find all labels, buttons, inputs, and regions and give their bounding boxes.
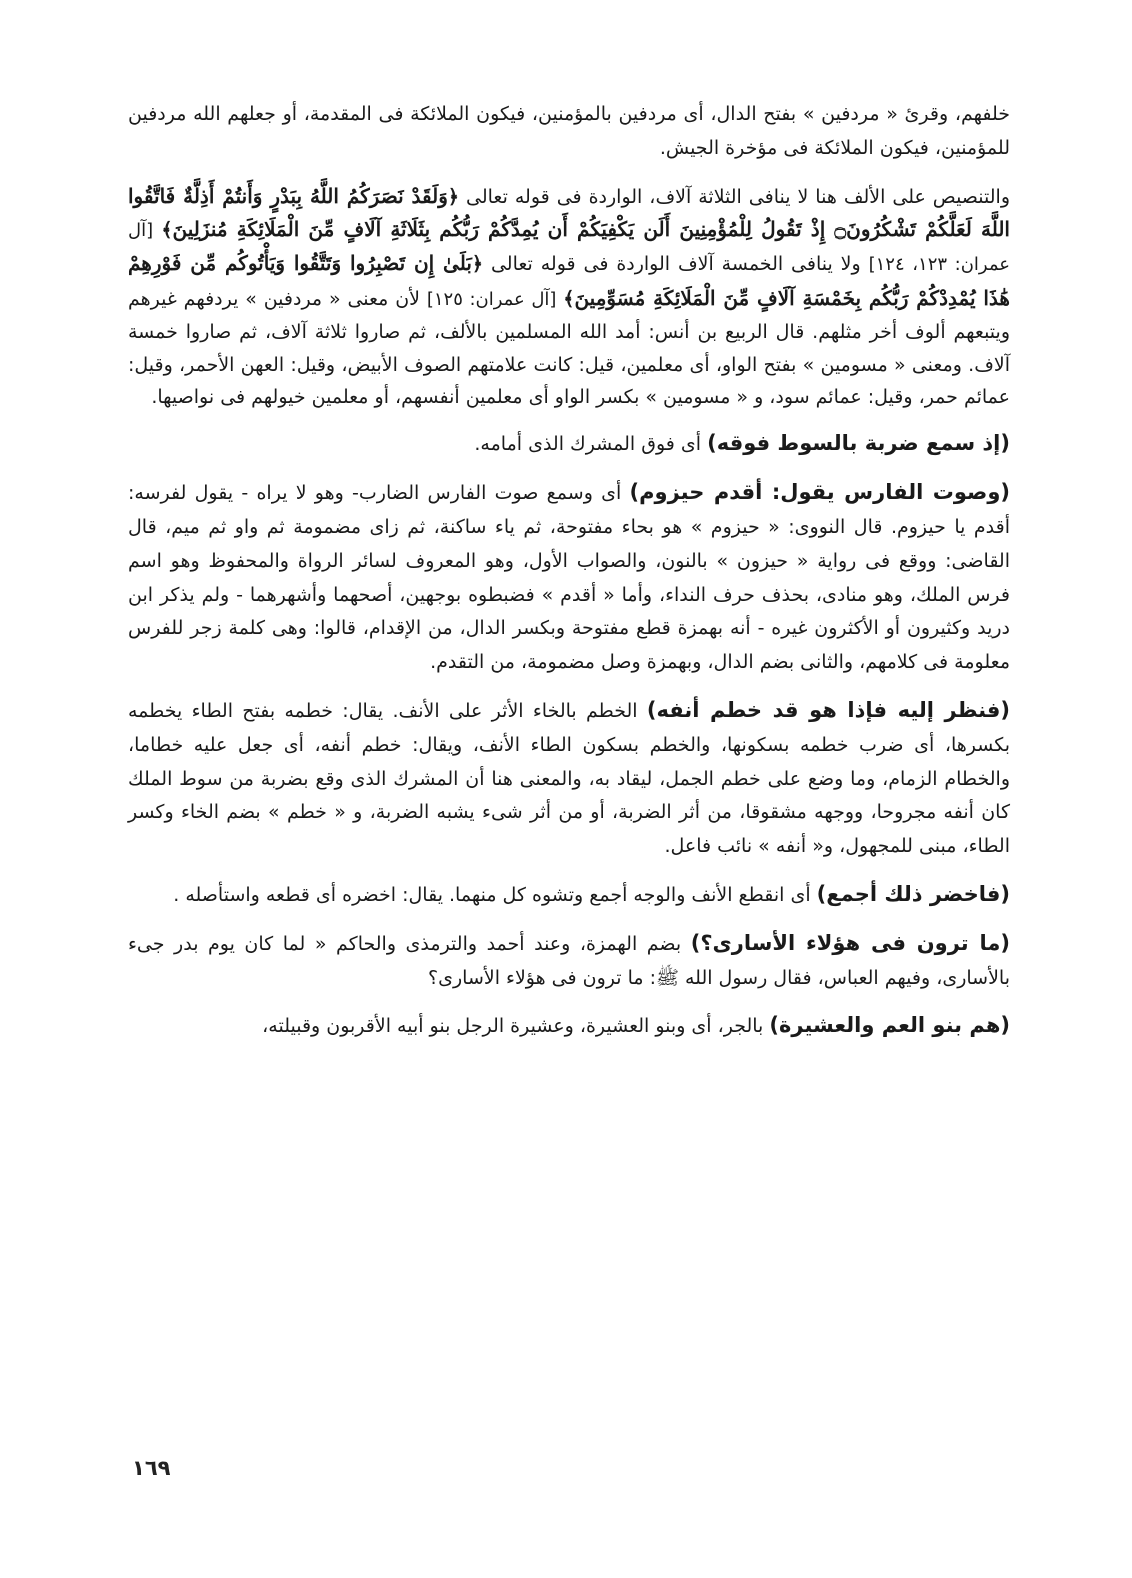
- paragraph-5: [128, 694, 1010, 864]
- paragraph-2: [128, 180, 1010, 414]
- paragraph-7-text: بضم الهمزة، وعند أحمد والترمذى والحاكم « لما كان يوم بدر جىء بالأسارى، وفيهم العباس، فقال رسول الله ﷺ: ما ترون فى هؤلاء الأسارى؟: [128, 932, 1010, 989]
- page-body: [128, 98, 1010, 1044]
- paragraph-2-middle: ولا ينافى الخمسة آلاف الواردة فى قوله تعالى: [490, 253, 861, 276]
- quran-verse-2: بَلَىٰ إِن تَصْبِرُوا وَتَتَّقُوا وَيَأْتُوكُم مِّن فَوْرِهِمْ هَٰذَا يُمْدِدْكُمْ رَبُّكُم بِخَمْسَةِ آلَافٍ مِّنَ الْمَلَائِكَةِ مُسَوِّمِينَ: [128, 251, 1010, 310]
- page-number: ١٦٩: [132, 1456, 171, 1480]
- lemma-heading: (إذ سمع ضربة بالسوط فوقه): [707, 431, 1010, 456]
- verse-reference-2: [آل عمران: ١٢٥]: [426, 288, 557, 310]
- quran-bracket-open-2: ﴿: [471, 253, 484, 276]
- quran-bracket-open: ﴿: [447, 185, 460, 208]
- paragraph-1: [128, 98, 1010, 166]
- paragraph-2-intro: والتنصيص على الألف هنا لا ينافى الثلاثة آلاف، الواردة فى قوله تعالى: [466, 185, 1010, 208]
- quran-bracket-close-2: ﴾: [563, 287, 575, 310]
- quran-verse-1: وَلَقَدْ نَصَرَكُمُ اللَّهُ بِبَدْرٍ وَأَنتُمْ أَذِلَّةٌ فَاتَّقُوا اللَّهَ لَعَلَّكُمْ تَشْكُرُونَ۝ إِذْ تَقُولُ لِلْمُؤْمِنِينَ أَلَن يَكْفِيَكُمْ أَن يُمِدَّكُمْ رَبُّكُم بِثَلَاثَةِ آلَافٍ مِّنَ الْمَلَائِكَةِ مُنزَلِينَ: [128, 183, 1010, 241]
- quran-bracket-close: ﴾: [161, 219, 173, 241]
- paragraph-2-outro: لأن معنى « مردفين » يردفهم غيرهم ويتبعهم ألوف أخر مثلهم. قال الربيع بن أنس: أمد الله المسلمين بالألف، ثم صاروا ثلاثة آلاف، ثم صاروا خمسة آلاف. ومعنى « مسومين » بفتح الواو، أى معلمين، قيل: كانت علامتهم الصوف الأبيض، وقيل: العهن الأحمر، وقيل: عمائم حمر، وقيل: عمائم سود، و « مسومين » بكسر الواو أى معلمين أنفسهم، أو معلمين خيولهم فى نواصيها.: [128, 287, 1010, 409]
- paragraph-7: [128, 927, 1010, 996]
- lemma-heading: (فنظر إليه فإذا هو قد خطم أنفه): [646, 698, 1010, 723]
- lemma-heading: (وصوت الفارس يقول: أقدم حيزوم): [629, 480, 1011, 505]
- lemma-heading: (ما ترون فى هؤلاء الأسارى؟): [690, 930, 1010, 955]
- paragraph-4-text: أى وسمع صوت الفارس الضارب- وهو لا يراه - يقول لفرسه: أقدم يا حيزوم. قال النووى: « حيزوم » هو بحاء مفتوحة، ثم ياء ساكنة، ثم زاى مضمومة ثم واو ثم ميم، قال القاضى: ووقع فى رواية « حيزون » بالنون، والصواب الأول، وهو المعروف لسائر الرواة والمحفوظ وهو اسم فرس الملك، وهو منادى، بحذف حرف النداء، وأما « أقدم » فضبطوه بوجهين، أصحهما وأشهرهما - ولم يذكر ابن دريد وكثيرون أو الأكثرون غيره - أنه بهمزة قطع مفتوحة وبكسر الدال، من الإقدام، قالوا: وهى كلمة زجر للفرس معلومة فى كلامهم، والثانى بضم الدال، وبهمزة وصل مضمومة، من التقدم.: [128, 482, 1010, 674]
- paragraph-3-text: أى فوق المشرك الذى أمامه.: [474, 433, 702, 456]
- paragraph-6: [128, 878, 1010, 913]
- paragraph-4: [128, 476, 1010, 680]
- lemma-heading: (هم بنو العم والعشيرة): [769, 1013, 1010, 1038]
- paragraph-5-text: الخطم بالخاء الأثر على الأنف. يقال: خطمه بفتح الطاء يخطمه بكسرها، أى ضرب خطمه بسكونها، والخطم بسكون الطاء الأنف، ويقال: خطم أنفه، أى جعل عليه خطاما، والخطام الزمام، وما وضع على خطم الجمل، ليقاد به، والمعنى هنا أن المشرك الذى وقع بضربة من سوط الملك كان أنفه مجروحا، ووجهه مشقوقا، من أثر الضربة، أو من أثر شىء يشبه الضربة، و « خطم » بضم الخاء وكسر الطاء، مبنى للمجهول، و« أنفه » نائب فاعل.: [128, 700, 1010, 858]
- verse-reference-1: [آل عمران: ١٢٣، ١٢٤]: [128, 220, 1011, 276]
- paragraph-1-text: خلفهم، وقرئ « مردفين » بفتح الدال، أى مردفين بالمؤمنين، فيكون الملائكة فى المقدمة، أو جعلهم الله مردفين للمؤمنين، فيكون الملائكة فى مؤخرة الجيش.: [128, 103, 1010, 159]
- paragraph-6-text: أى انقطع الأنف والوجه أجمع وتشوه كل منهما. يقال: اخضره أى قطعه واستأصله .: [173, 884, 811, 906]
- lemma-heading: (فاخضر ذلك أجمع): [816, 882, 1010, 906]
- paragraph-8: [128, 1009, 1010, 1044]
- paragraph-8-text: بالجر، أى وبنو العشيرة، وعشيرة الرجل بنو أبيه الأقربون وقبيلته،: [262, 1015, 764, 1038]
- paragraph-3: [128, 427, 1010, 462]
